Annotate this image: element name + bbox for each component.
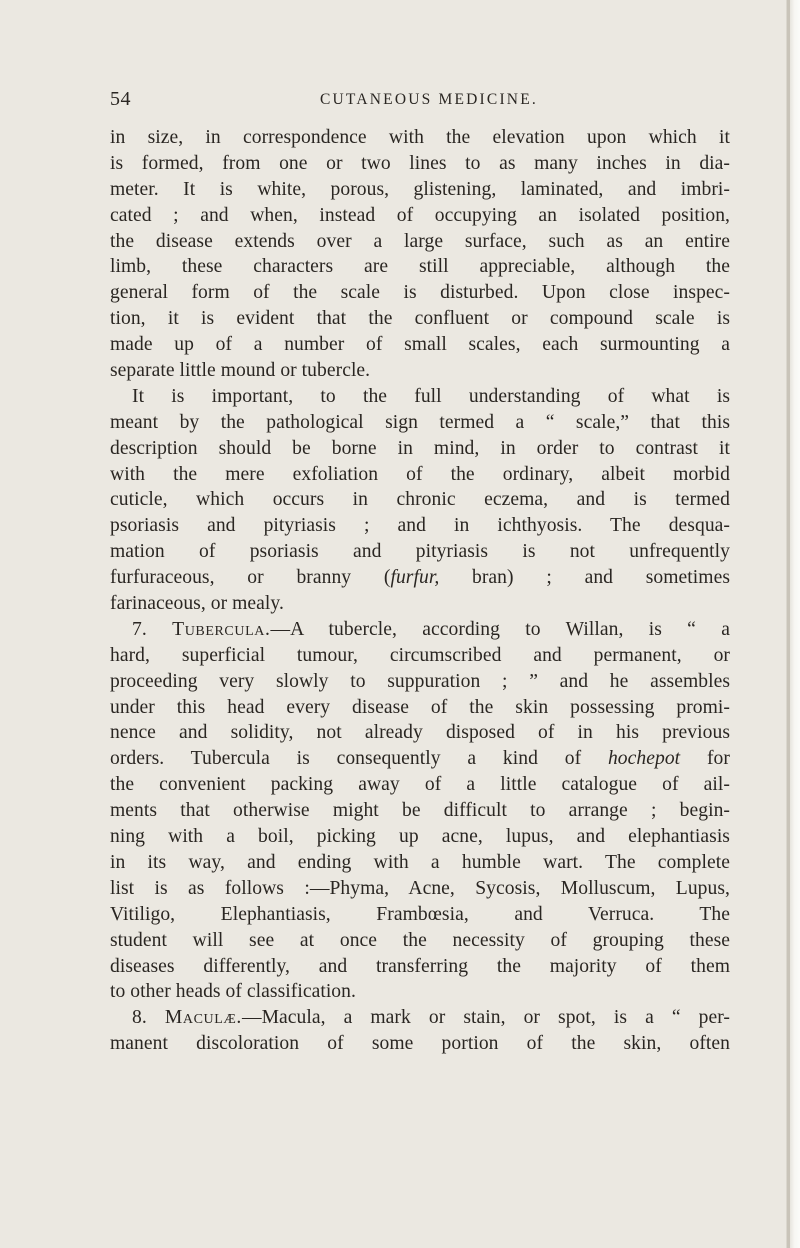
text-line: tion, it is evident that the confluent or compound scale is — [110, 308, 730, 330]
text-segment: bran) ; and sometimes — [439, 567, 731, 589]
section-heading-line — [110, 1005, 730, 1031]
section-heading: Tubercula. — [172, 618, 271, 640]
text-line: manent discoloration of some portion of the skin, often — [110, 1033, 730, 1055]
text-line: psoriasis and pityriasis ; and in ichthyosis. The desqua- — [110, 515, 730, 537]
text-line: general form of the scale is disturbed. Upon close inspec- — [110, 282, 730, 304]
text-line: cated ; and when, instead of occupying an isolated position, — [110, 204, 730, 226]
text-line: hard, superficial tumour, circumscribed and permanent, or — [110, 644, 730, 666]
text-segment: for — [680, 748, 730, 770]
text-line: limb, these characters are still appreciable, although the — [110, 256, 730, 278]
text-line: cuticle, which occurs in chronic eczema, and is termed — [110, 489, 730, 511]
text-line: Vitiligo, Elephantiasis, Frambœsia, and Verruca. The — [110, 903, 730, 925]
text-line: list is as follows :—Phyma, Acne, Sycosis, Molluscum, Lupus, — [110, 877, 730, 899]
text-line: in its way, and ending with a humble wart. The complete — [110, 851, 730, 873]
text-segment: —A tubercle, according to Willan, is “ a — [270, 618, 730, 640]
text-line: ning with a boil, picking up acne, lupus, and elephantiasis — [110, 826, 730, 848]
body-text — [110, 125, 730, 1057]
text-line: nence and solidity, not already disposed of in his previous — [110, 722, 730, 744]
latin-term: furfur, — [390, 567, 440, 589]
text-line: diseases differently, and transferring the majority of them — [110, 955, 730, 977]
text-segment: furfuraceous, or branny ( — [110, 567, 391, 589]
text-line: ments that otherwise might be difficult to arrange ; begin- — [110, 800, 730, 822]
text-line: the disease extends over a large surface, such as an entire — [110, 230, 730, 252]
text-line — [110, 746, 730, 772]
page-number: 54 — [110, 88, 131, 110]
text-line: mation of psoriasis and pityriasis is not unfrequently — [110, 541, 730, 563]
text-line: is formed, from one or two lines to as many inches in dia- — [110, 152, 730, 174]
text-line: to other heads of classification. — [110, 981, 356, 1003]
text-segment: orders. Tubercula is consequently a kind of — [110, 748, 608, 770]
section-heading-line — [110, 617, 730, 643]
text-segment: —Macula, a mark or stain, or spot, is a “ per- — [241, 1007, 730, 1029]
foreign-term: hochepot — [607, 748, 681, 770]
text-line: in size, in correspondence with the elevation upon which it — [110, 127, 730, 148]
text-line: the convenient packing away of a little catalogue of ail- — [110, 774, 730, 796]
text-line: with the mere exfoliation of the ordinary, albeit morbid — [110, 463, 730, 485]
text-line: meant by the pathological sign termed a “ scale,” that this — [110, 411, 730, 433]
text-line — [110, 565, 730, 591]
page-header — [110, 88, 730, 112]
text-line: separate little mound or tubercle. — [110, 360, 371, 382]
text-line: proceeding very slowly to suppuration ; ” and he assembles — [110, 670, 730, 692]
text-line: meter. It is white, porous, glistening, laminated, and imbri- — [110, 178, 730, 200]
text-line: It is important, to the full understanding of what is — [132, 385, 730, 407]
text-line: student will see at once the necessity of grouping these — [110, 929, 730, 951]
section-number: 7. — [132, 618, 173, 640]
text-line: description should be borne in mind, in order to contrast it — [110, 437, 730, 459]
section-number: 8. — [132, 1007, 165, 1029]
page-edge-shadow — [787, 0, 790, 1248]
text-line: made up of a number of small scales, each surmounting a — [110, 334, 730, 356]
running-title: CUTANEOUS MEDICINE. — [320, 91, 538, 108]
text-line: farinaceous, or mealy. — [110, 593, 284, 615]
text-line: under this head every disease of the skin possessing promi- — [110, 696, 730, 718]
section-heading: Maculæ. — [164, 1007, 242, 1029]
